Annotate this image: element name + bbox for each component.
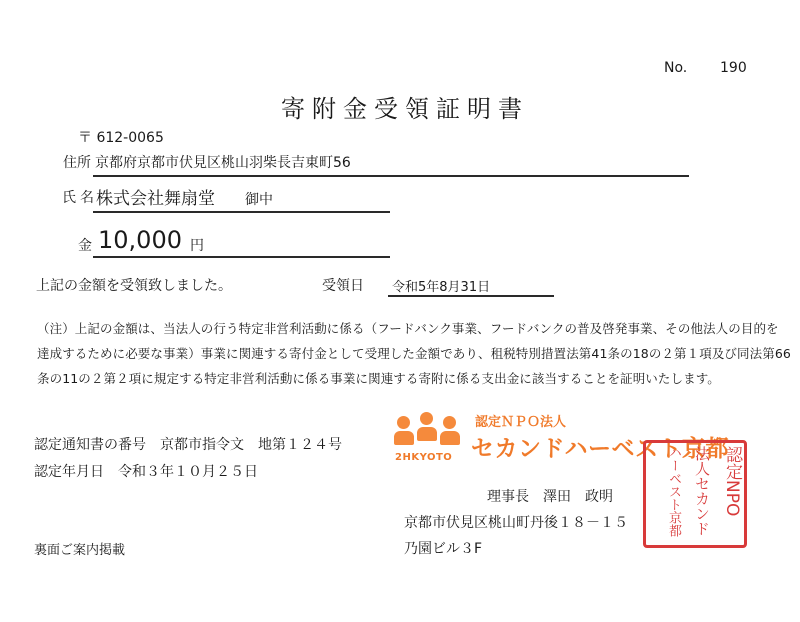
page-title: 寄附金受領証明書	[281, 95, 529, 123]
note-line-2: 達成するために必要な事業）事業に関連する寄付金として受理した金額であり、租税特別措置法第41条の18の２第１項及び同法第66	[37, 346, 791, 361]
stamp-text-col1: 認定NPO	[722, 446, 742, 517]
organization-logo	[393, 410, 461, 470]
certification-number: 認定通知書の番号 京都市指令文 地第１２４号	[34, 437, 342, 453]
note-line-1: （注）上記の金額は、当法人の行う特定非営利活動に係る（フードバンク事業、フードバンクの普及啓発事業、その他法人の目的を	[37, 321, 779, 336]
director-name: 理事長 澤田 政明	[487, 489, 613, 505]
receipt-date-label: 受領日	[322, 278, 364, 294]
amount-unit: 円	[190, 238, 204, 254]
date-underline	[388, 295, 554, 297]
document-number-value: 190	[720, 60, 747, 76]
issuer-address-line2: 乃園ビル３F	[404, 541, 483, 557]
logo-caption: 2HKYOTO	[395, 452, 453, 463]
recipient-name: 株式会社舞扇堂	[96, 189, 215, 209]
certification-date: 認定年月日 令和３年１０月２５日	[34, 464, 258, 480]
receipt-statement: 上記の金額を受領致しました。	[36, 278, 232, 294]
address-label: 住所	[63, 155, 91, 171]
amount-label: 金	[78, 238, 92, 254]
address-value: 京都府京都市伏見区桃山羽柴長吉東町56	[95, 155, 351, 171]
organization-type: 認定ＮＰＯ法人	[475, 415, 567, 430]
back-note: 裏面ご案内掲載	[34, 543, 126, 558]
address-underline	[93, 175, 689, 177]
receipt-date: 令和5年8月31日	[392, 280, 491, 295]
amount-underline	[93, 256, 390, 258]
document-number-label: No.	[664, 60, 688, 76]
name-label-1: 氏	[62, 190, 76, 206]
name-label-2: 名	[80, 190, 94, 206]
issuer-address-line1: 京都市伏見区桃山町丹後１８－１５	[404, 515, 628, 531]
organization-name: セカンドハーベスト京都	[471, 436, 730, 462]
amount-value: 10,000	[98, 226, 182, 254]
stamp-text-col2: 法人セカンド	[693, 446, 711, 536]
note-line-3: 条の11の２第２項に規定する特定非営利活動に係る事業に関連する寄附に係る支出金に該当することを証明いたします。	[37, 371, 720, 386]
seal-stamp	[643, 440, 747, 548]
stamp-text-col3: ハーベスト京都	[666, 446, 681, 537]
honorific: 御中	[245, 192, 273, 208]
name-underline	[93, 211, 390, 213]
postal-code: 〒 612-0065	[78, 130, 164, 146]
